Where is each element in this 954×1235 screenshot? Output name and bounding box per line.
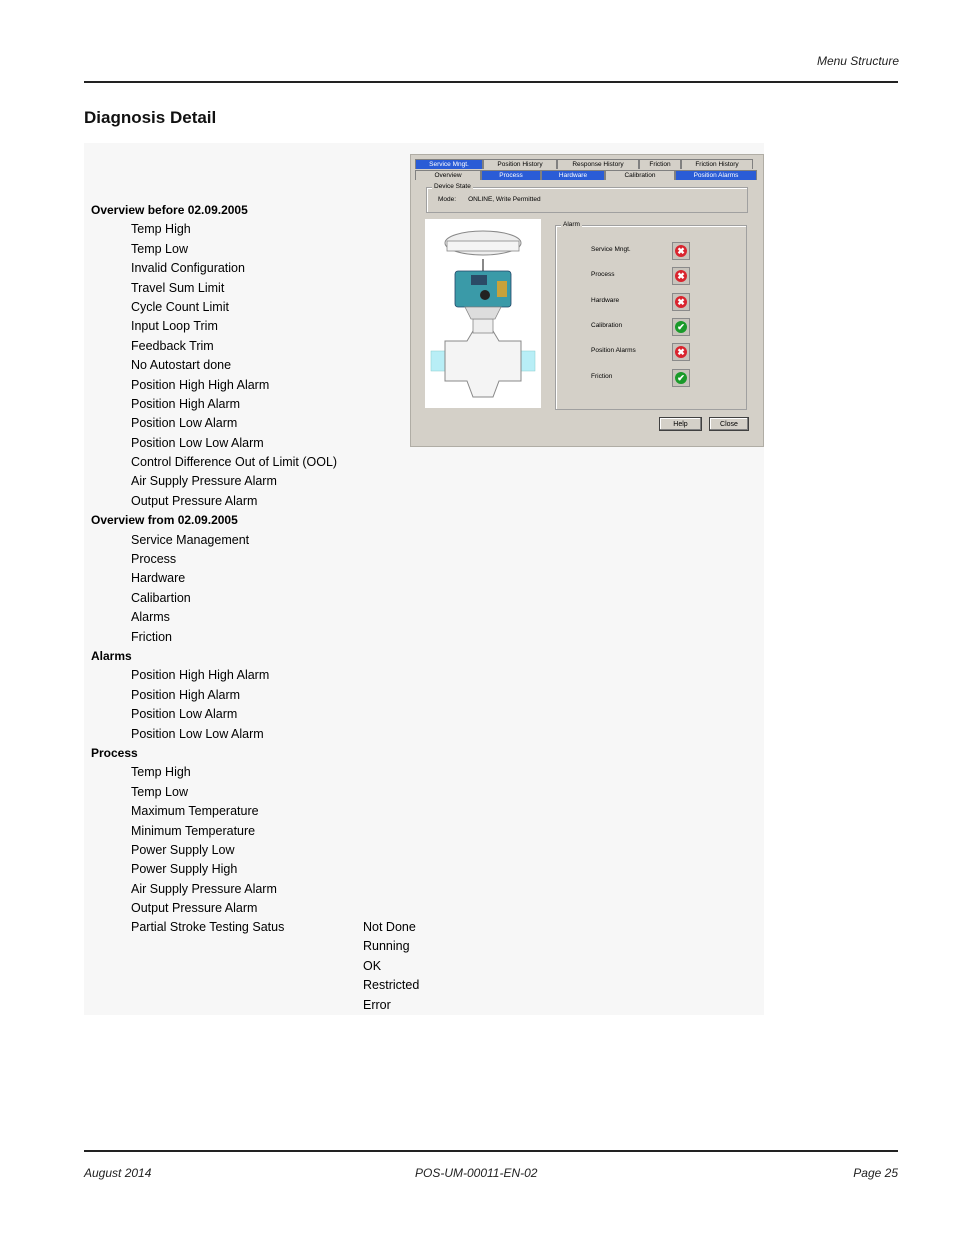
menu-item: Alarms (131, 610, 170, 625)
menu-item: Position Low Low Alarm (131, 435, 264, 450)
footer-rule (84, 1150, 898, 1152)
menu-item: Temp Low (131, 784, 188, 799)
menu-item: Air Supply Pressure Alarm (131, 474, 277, 489)
footer-date: August 2014 (84, 1166, 152, 1180)
menu-item: Position Low Low Alarm (131, 726, 264, 741)
dialog-tab[interactable]: Position History (483, 159, 557, 169)
partial-stroke-status-list (363, 918, 419, 1015)
alarm-label: Alarm (563, 221, 580, 228)
alarm-item-label: Position Alarms (591, 347, 636, 355)
dialog-tab[interactable]: Position Alarms (675, 170, 757, 180)
alarm-item-label: Friction (591, 372, 613, 380)
dialog-tab[interactable]: Response History (557, 159, 639, 169)
check-mark-glyph: ✔ (675, 321, 687, 333)
page-title: Diagnosis Detail (84, 108, 217, 127)
partial-stroke-status: Restricted (363, 978, 420, 993)
menu-item: Maximum Temperature (131, 804, 259, 819)
alarm-item-label: Calibration (591, 321, 623, 329)
menu-item: Power Supply Low (131, 842, 235, 857)
check-icon (672, 369, 690, 387)
menu-item: Output Pressure Alarm (131, 901, 258, 916)
menu-item: Calibartion (131, 590, 191, 605)
tab-row-top (415, 159, 753, 169)
menu-item: Temp Low (131, 241, 188, 256)
partial-stroke-status: Running (363, 939, 410, 954)
dialog-tab[interactable]: Friction (639, 159, 681, 169)
menu-item: Control Difference Out of Limit (OOL) (131, 455, 338, 470)
footer-page-number: Page 25 (853, 1166, 898, 1180)
menu-item: Position Low Alarm (131, 416, 238, 431)
menu-item: Cycle Count Limit (131, 299, 229, 314)
menu-item: Power Supply High (131, 862, 238, 877)
partial-stroke-status: OK (363, 958, 382, 973)
menu-item: Hardware (131, 571, 186, 586)
check-icon (672, 318, 690, 336)
menu-item: Process (131, 552, 177, 567)
alarm-group (555, 221, 747, 410)
error-icon (672, 267, 690, 285)
menu-item: Service Management (131, 532, 250, 547)
x-mark-glyph: ✖ (675, 270, 687, 282)
help-button[interactable]: Help (659, 417, 702, 431)
menu-structure-list (91, 201, 451, 938)
menu-item: Travel Sum Limit (131, 280, 225, 295)
dialog-tab[interactable]: Friction History (681, 159, 753, 169)
menu-item: Temp High (131, 765, 191, 780)
menu-item: Position High High Alarm (131, 668, 270, 683)
x-mark-glyph: ✖ (675, 346, 687, 358)
tab-row-bottom (415, 170, 757, 180)
menu-item: Feedback Trim (131, 338, 214, 353)
dialog-tab[interactable]: Hardware (541, 170, 605, 180)
alarm-item-label: Hardware (591, 296, 620, 304)
diagnosis-dialog (410, 154, 764, 447)
error-icon (672, 242, 690, 260)
dialog-tab[interactable]: Process (481, 170, 541, 180)
menu-item: Minimum Temperature (131, 823, 256, 838)
device-state-label: Device State (434, 183, 471, 190)
menu-item: Temp High (131, 222, 191, 237)
alarm-item-label: Service Mngt. (591, 246, 631, 253)
dialog-tab[interactable]: Overview (415, 170, 481, 180)
alarm-item-label: Process (591, 271, 615, 279)
check-mark-glyph: ✔ (675, 372, 687, 384)
mode-readout (438, 196, 541, 203)
menu-item: Friction (131, 629, 172, 644)
header-rule (84, 81, 898, 83)
error-icon (672, 293, 690, 311)
dialog-tab[interactable]: Service Mngt. (415, 159, 483, 169)
menu-item: Position High Alarm (131, 396, 241, 411)
valve-drawing (425, 219, 541, 408)
partial-stroke-status: Not Done (363, 920, 416, 934)
menu-item: Partial Stroke Testing Satus (131, 920, 285, 935)
menu-item: Output Pressure Alarm (131, 493, 258, 508)
valve-illustration (425, 219, 541, 408)
menu-section-heading: Process (91, 745, 138, 760)
menu-section-heading: Overview from 02.09.2005 (91, 513, 238, 528)
mode-value: ONLINE, Write Permitted (468, 196, 541, 203)
menu-item: Invalid Configuration (131, 261, 245, 276)
menu-item: Position High High Alarm (131, 377, 270, 392)
menu-item: No Autostart done (131, 358, 232, 373)
menu-item: Position Low Alarm (131, 707, 238, 722)
x-mark-glyph: ✖ (675, 245, 687, 257)
header-section-label: Menu Structure (816, 54, 899, 68)
menu-item: Input Loop Trim (131, 319, 218, 334)
x-mark-glyph: ✖ (675, 296, 687, 308)
menu-item: Air Supply Pressure Alarm (131, 881, 277, 896)
dialog-tab[interactable]: Calibration (605, 170, 675, 180)
footer-doc-id: POS-UM-00011-EN-02 (415, 1166, 538, 1180)
mode-label: Mode: (438, 196, 457, 203)
partial-stroke-status: Error (363, 997, 391, 1012)
error-icon (672, 343, 690, 361)
menu-item: Position High Alarm (131, 687, 241, 702)
menu-section-heading: Alarms (91, 648, 132, 663)
close-button[interactable]: Close (709, 417, 749, 431)
menu-section-heading: Overview before 02.09.2005 (91, 203, 248, 217)
